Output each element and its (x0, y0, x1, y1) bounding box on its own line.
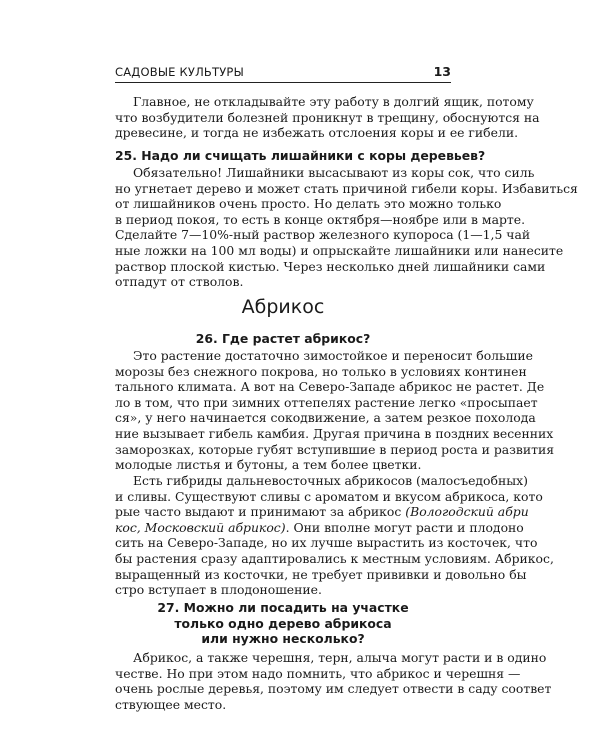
answer-26-paragraph-2 (115, 473, 554, 598)
text-line: Это растение достаточно зимостойкое и переносит большие (133, 348, 533, 363)
question-text: 26. Где растет абрикос? (195, 331, 371, 346)
italic-variety-names: (Вологодский абри (405, 504, 529, 520)
text-line: но угнетает дерево и может стать причиной гибели коры. Избавиться (115, 180, 578, 196)
answer-25-paragraph (115, 165, 578, 290)
text-line: тального климата. А вот на Северо-Западе абрикос не растет. Де (115, 379, 545, 395)
text-line (115, 504, 529, 520)
text-line: выращенный из косточки, не требует прививки и довольно бы (115, 566, 527, 582)
text-line (115, 519, 524, 536)
page-number: 13 (433, 64, 451, 79)
text-line: ся», у него начинается сокодвижение, а затем резкое похолода (115, 410, 536, 426)
text-line: морозы без снежного покрова, но только в условиях континен (115, 363, 527, 379)
question-27-heading (115, 600, 451, 647)
text-line: в период покоя, то есть в конце октября—ноябре или в марте. (115, 211, 526, 227)
question-25-heading (115, 148, 486, 164)
answer-27-paragraph (115, 650, 552, 712)
text-line: ние вызывает гибель камбия. Другая причина в поздних весенних (115, 425, 554, 441)
running-head-title: САДОВЫЕ КУЛЬТУРЫ (115, 65, 244, 79)
answer-26-paragraph-1 (115, 348, 555, 473)
text-run: рые часто выдают и принимают за абрикос (115, 504, 406, 520)
text-line: Обязательно! Лишайники высасывают из коры сок, что силь (133, 165, 535, 180)
question-text: 25. Надо ли счищать лишайники с коры деревьев? (115, 148, 486, 163)
text-line: молодые листья и бутоны, а тем более цветки. (115, 457, 422, 473)
text-line: раствор плоской кистью. Через несколько дней лишайники сами (115, 258, 546, 274)
question-26-heading (115, 331, 451, 347)
text-line: сить на Северо-Западе, но их лучше вырастить из косточек, что (115, 535, 538, 551)
text-run: . Они вполне могут расти и плодоно (285, 519, 524, 535)
text-line: Главное, не откладывайте эту работу в долгий ящик, потому (133, 94, 534, 109)
text-line: ствующее место. (115, 696, 227, 712)
running-head (115, 64, 451, 83)
text-line: Сделайте 7—10%-ный раствор железного купороса (1—1,5 чай (115, 227, 531, 243)
question-text: 27. Можно ли посадить на участке (157, 600, 409, 615)
text-line: очень рослые деревья, поэтому им следует отвести в саду соответ (115, 681, 552, 697)
intro-paragraph (115, 94, 540, 141)
text-line: бы растения сразу адаптировались к местным условиям. Абрикос, (115, 550, 554, 566)
text-line: ные ложки на 100 мл воды) и опрыскайте лишайники или нанесите (115, 242, 564, 258)
text-line: заморозках, которые губят вступившие в период роста и развития (115, 441, 555, 457)
text-line: честве. Но при этом надо помнить, что абрикос и черешня — (115, 665, 521, 681)
text-line: стро вступает в плодоношение. (115, 582, 322, 598)
text-line: что возбудители болезней проникнут в трещину, обоснуются на (115, 109, 540, 125)
text-line: Есть гибриды дальневосточных абрикосов (малосъедобных) (133, 473, 528, 488)
text-line: древесине, и тогда не избежать отслоения коры и ее гибели. (115, 125, 519, 141)
text-line: Абрикос, а также черешня, терн, алыча могут расти и в одино (133, 650, 547, 665)
question-text: или нужно несколько? (201, 631, 365, 647)
text-line: отпадут от стволов. (115, 274, 244, 290)
section-title: Абрикос (241, 296, 325, 318)
question-text: только одно дерево абрикоса (174, 615, 392, 631)
text-line: и сливы. Существуют сливы с ароматом и вкусом абрикоса, кото (115, 488, 543, 504)
text-line: от лишайников очень просто. Но делать это можно только (115, 196, 502, 212)
italic-variety-names: кос, Московский абрикос) (115, 519, 286, 535)
text-line: ло в том, что при зимних оттепелях растение легко «просыпает (115, 394, 538, 410)
